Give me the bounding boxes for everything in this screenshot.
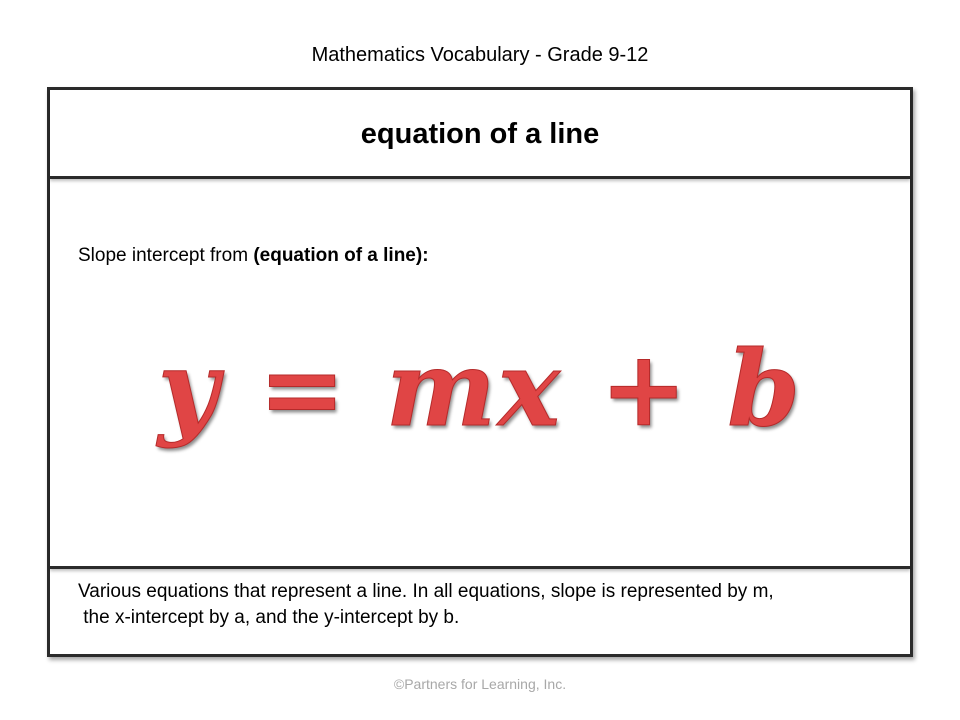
definition-line-2: the x-intercept by a, and the y-intercept by b. (78, 607, 460, 628)
term-box (50, 90, 910, 179)
vocabulary-card (47, 87, 913, 657)
intro-line (78, 244, 429, 268)
copyright-footer: ©Partners for Learning, Inc. (393, 676, 567, 692)
formula: y = mx + b (157, 327, 803, 450)
example-box (50, 179, 910, 569)
definition-line-1: Various equations that represent a line. In all equations, slope is represented by m, (78, 581, 774, 602)
definition-box (50, 569, 910, 654)
intro-prefix: Slope intercept from (78, 245, 254, 266)
intro-bold: (equation of a line): (253, 245, 429, 266)
vocabulary-term: equation of a line (360, 118, 600, 150)
definition-text (78, 579, 898, 631)
slide-title: Mathematics Vocabulary - Grade 9-12 (311, 44, 649, 66)
